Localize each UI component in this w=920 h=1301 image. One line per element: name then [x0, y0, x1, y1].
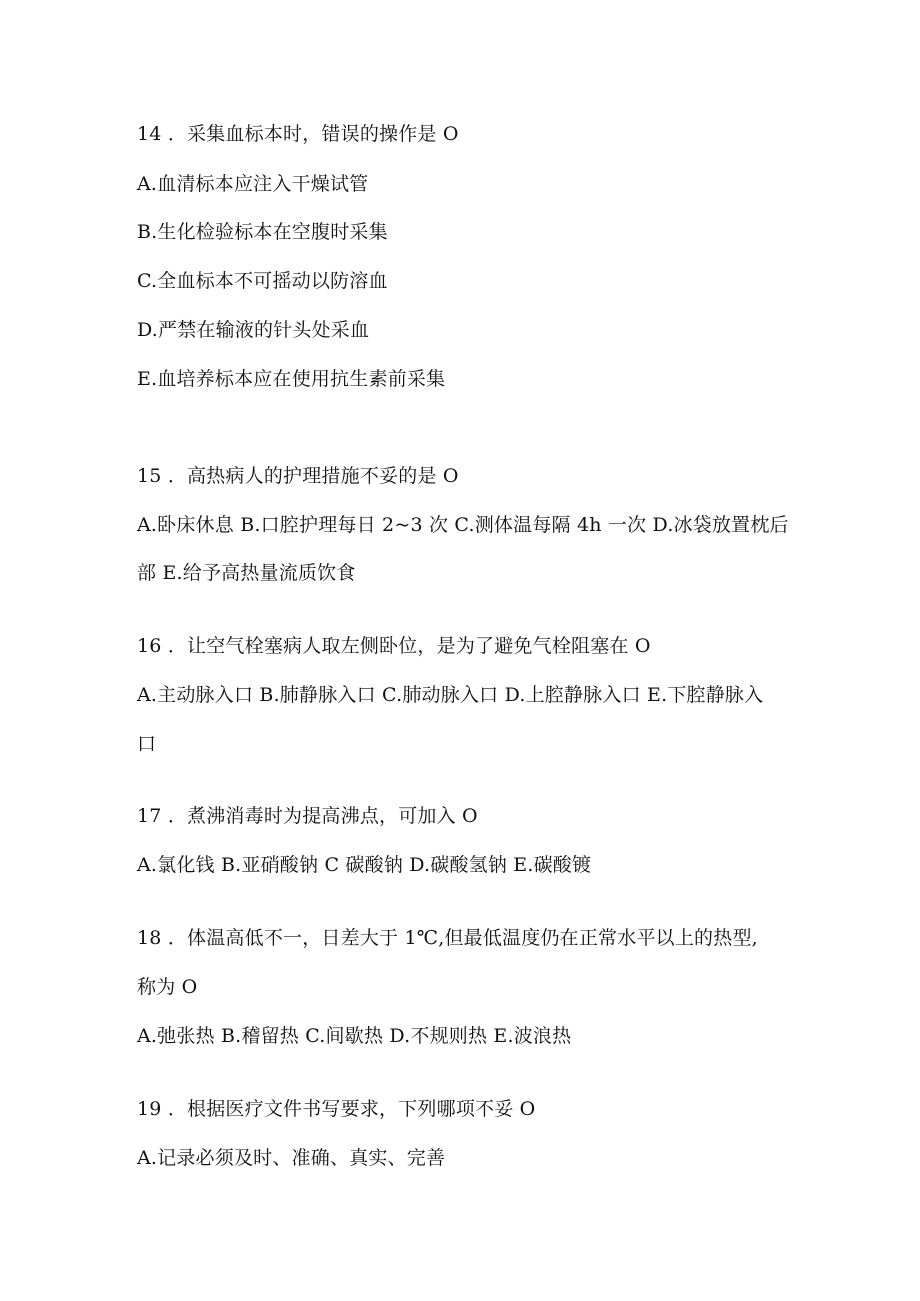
question-18-stem-line-2: 称为 O [137, 976, 198, 998]
question-17-options-line-1: A.氯化钱 B.亚硝酸钠 C 碳酸钠 D.碳酸氢钠 E.碳酸镀 [137, 854, 592, 876]
question-16-options-line-1: A.主动脉入口 B.肺静脉入口 C.肺动脉入口 D.上腔静脉入口 E.下腔静脉入 [137, 684, 764, 706]
question-14-option-e: E.血培养标本应在使用抗生素前采集 [137, 368, 446, 390]
question-14-option-b: B.生化检验标本在空腹时采集 [137, 221, 388, 243]
question-15-options-line-1: A.卧床休息 B.口腔护理每日 2~3 次 C.测体温每隔 4h 一次 D.冰袋放置枕后 [137, 514, 789, 536]
question-18-options-line-1: A.弛张热 B.稽留热 C.间歇热 D.不规则热 E.波浪热 [137, 1025, 572, 1047]
question-19-option-a: A.记录必须及时、准确、真实、完善 [137, 1147, 446, 1169]
question-14-stem: 14 ．采集血标本时，错误的操作是 O [137, 123, 459, 145]
question-19-stem: 19 ．根据医疗文件书写要求，下列哪项不妥 O [137, 1098, 536, 1120]
question-17-stem: 17 ．煮沸消毒时为提高沸点，可加入 O [137, 805, 478, 827]
question-16-stem: 16 ．让空气栓塞病人取左侧卧位，是为了避免气栓阻塞在 O [137, 635, 651, 657]
question-15-stem: 15 ．高热病人的护理措施不妥的是 O [137, 465, 459, 487]
question-14-option-d: D.严禁在输液的针头处采血 [137, 319, 370, 341]
question-18-stem-line-1: 18 ．体温高低不一，日差大于 1℃,但最低温度仍在正常水平以上的热型, [137, 927, 758, 949]
question-16-options-line-2: 口 [137, 733, 157, 755]
question-14-option-c: C.全血标本不可摇动以防溶血 [137, 270, 388, 292]
question-14-option-a: A.血清标本应注入干燥试管 [137, 173, 369, 195]
question-15-options-line-2: 部 E.给予高热量流质饮食 [137, 562, 356, 584]
